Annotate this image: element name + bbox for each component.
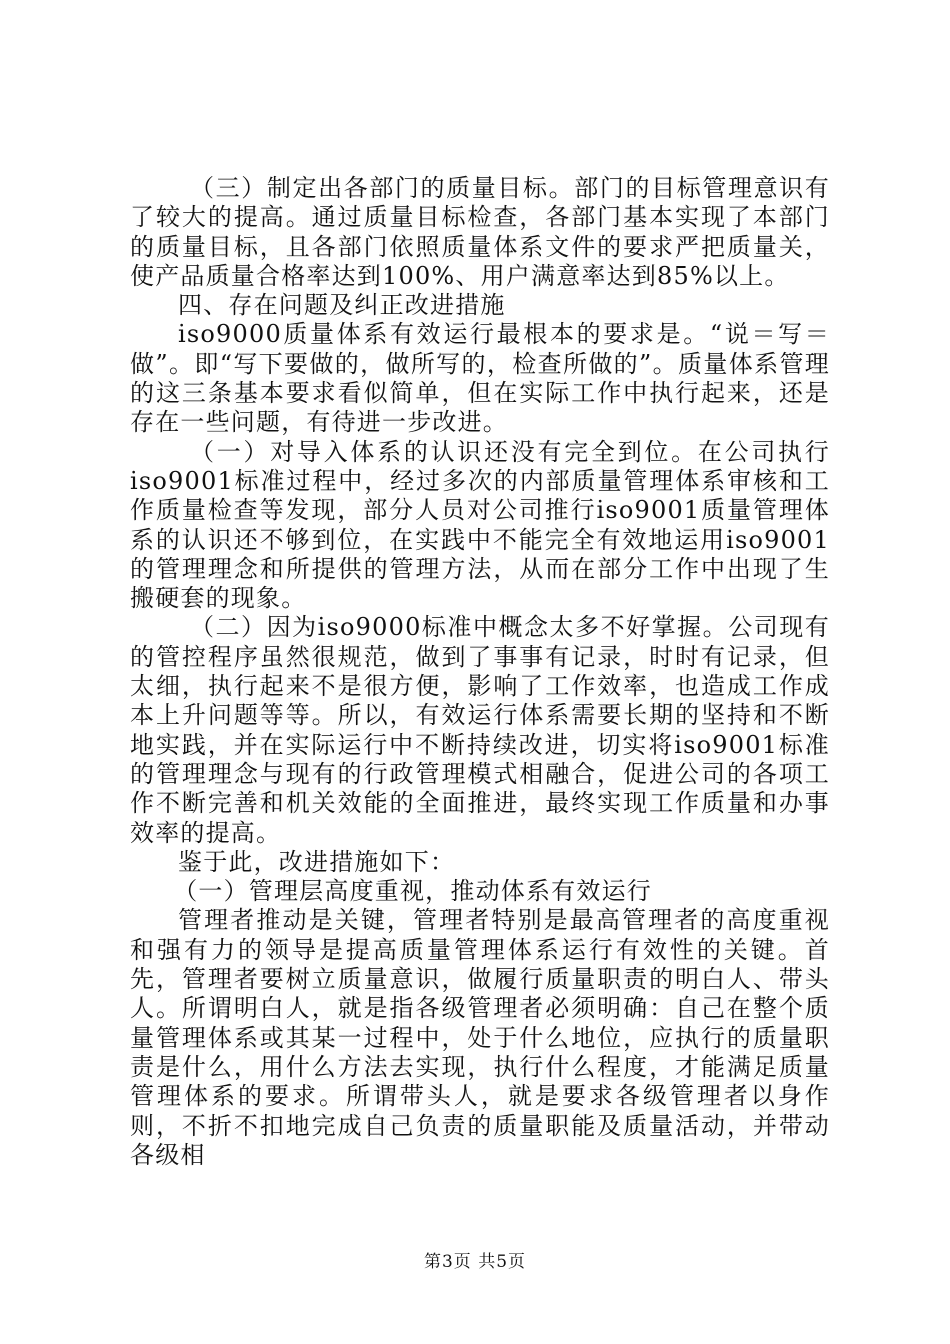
subheading-measure-one: （一）管理层高度重视，推动体系有效运行 <box>173 877 652 906</box>
paragraph-iso9000-requirements: iso9000质量体系有效运行最根本的要求是。“说＝写＝做”。即“写下要做的，做所写的，检查所做的”。质量体系管理的这三条基本要求看似简单，但在实际工作中执行起来，还是存在一些问题，有待进一步改进。 <box>130 320 830 437</box>
paragraph-measures-intro: 鉴于此，改进措施如下： <box>178 847 456 876</box>
page-footer: 第3页 共5页 <box>423 1252 527 1272</box>
paragraph-problem-two: （二）因为iso9000标准中概念太多不好掌握。公司现有的管控程序虽然很规范，做到了事事有记录，时时有记录，但太细，执行起来不是很方便，影响了工作效率，也造成工作成本上升问题等等。所以，有效运行体系需要长期的坚持和不断地实践，并在实际运行中不断持续改进，切实将iso9001标准的管理理念与现有的行政管理模式相融合，促进公司的各项工作不断完善和机关效能的全面推进，最终实现工作质量和办事效率的提高。 <box>130 613 830 847</box>
paragraph-problem-one: （一）对导入体系的认识还没有完全到位。在公司执行iso9001标准过程中，经过多次的内部质量管理体系审核和工作质量检查等发现，部分人员对公司推行iso9001质量管理体系的认识还不够到位，在实践中不能完全有效地运用iso9001的管理理念和所提供的管理方法，从而在部分工作中出现了生搬硬套的现象。 <box>130 437 830 613</box>
document-body <box>130 174 830 1170</box>
section-heading-problems: 四、存在问题及纠正改进措施 <box>178 291 506 320</box>
paragraph-quality-goals: （三）制定出各部门的质量目标。部门的目标管理意识有了较大的提高。通过质量目标检查，各部门基本实现了本部门的质量目标，且各部门依照质量体系文件的要求严把质量关，使产品质量合格率达到100%、用户满意率达到85%以上。 <box>130 174 830 290</box>
paragraph-management-push: 管理者推动是关键，管理者特别是最高管理者的高度重视和强有力的领导是提高质量管理体系运行有效性的关键。首先，管理者要树立质量意识，做履行质量职责的明白人、带头人。所谓明白人，就是指各级管理者必须明确：自己在整个质量管理体系或其某一过程中，处于什么地位，应执行的质量职责是什么，用什么方法去实现，执行什么程度，才能满足质量管理体系的要求。所谓带头人，就是要求各级管理者以身作则，不折不扣地完成自己负责的质量职能及质量活动，并带动各级相 <box>130 906 830 1169</box>
